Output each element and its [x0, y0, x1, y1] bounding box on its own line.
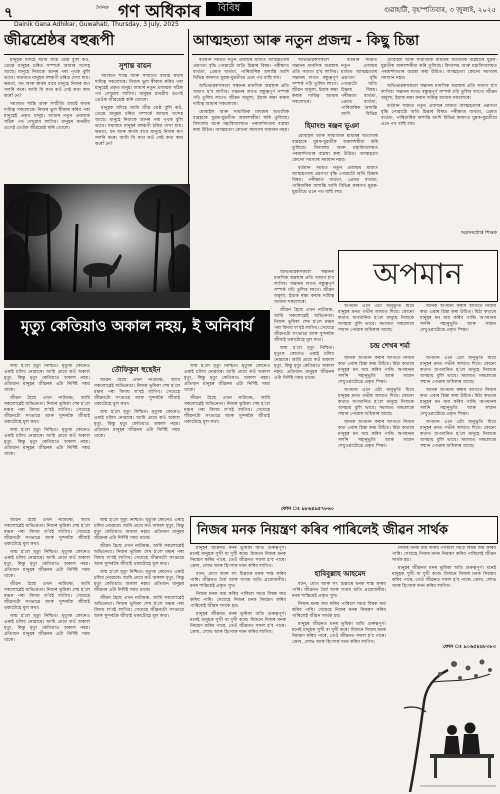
- column-divider: [188, 29, 189, 184]
- article-mind-headline-box: [190, 516, 498, 544]
- article-insult-byline: চন্দ্ৰ শেখৰ শৰ্মা: [370, 341, 410, 350]
- article-death-banner: মৃত্যু কেতিয়াও অকাল নহয়, ই অনিবাৰ্য: [4, 310, 270, 360]
- article-mind-headline: নিজৰ মনক নিয়ন্ত্ৰণ কৰিব পাৰিলেই জীৱন সাৰ্থক: [197, 523, 448, 538]
- article-suicide-col1: বৰ্তমান সময়ত নতুন প্ৰজন্মৰ মাজত আত্মহত্যাৰ প্ৰৱণতা বৃদ্ধি পোৱাটো অতি চিন্তাৰ বিষয়। পৰীক্ষাত ব্যৰ্থতা, প্ৰেমত ব্যৰ্থতা, পাৰিবাৰিক অশান্তি আদি বিভিন্ন কাৰণত যুৱক-যুৱতীয়ে এনে পথ বাছি লয়। অভিভাৱকসকলে সন্তানৰ মানসিক অৱস্থাৰ প্ৰতি সজাগ হ'ব লাগিব। সন্তানৰ লগত বন্ধুত্বপূৰ্ণ সম্পৰ্ক গঢ়ি তুলিব লাগে। জীৱন অমূল্য, ইয়াক ৰক্ষা কৰাৰ দায়িত্ব আমাৰ সকলোৰে। মোবাইল আৰু সামাজিক মাধ্যমৰ অত্যধিক ব্যৱহাৰে যুৱক-যুৱতীক অকলশৰীয়া কৰি তুলিছে। বিদ্যালয় আৰু মহাবিদ্যালয়ত পৰামৰ্শদাতাৰ ব্যৱস্থা কৰা উচিত। আত্মহত্যা কোনো সমস্যাৰ সমাধান নহয়।: [193, 58, 289, 133]
- article-jib-headline: জীৱশ্ৰেষ্ঠৰ বহুৰূপী: [4, 31, 115, 49]
- article-death-phone: ফোন ঃ ৯৮৬৪৯৫৭৮৬০: [280, 506, 334, 512]
- article-suicide-col2c: বৰ্তমান সময়ত নতুন প্ৰজন্মৰ মাজত আত্মহত্যাৰ প্ৰৱণতা বৃদ্ধি পোৱাটো অতি চিন্তাৰ বিষয়। পৰীক্ষাত ব্যৰ্থতা, প্ৰেমত ব্যৰ্থতা, পাৰিবাৰিক অশান্তি আদি বিভিন্ন: [341, 58, 377, 117]
- divider: [4, 54, 184, 55]
- article-death-col1: জন্ম হ'লে মৃত্যু নিশ্চিত। মৃত্যুক কোনেও এৰাই চলিব নোৱাৰে। আমি প্ৰায়ে কওঁ অকাল মৃত্যু, কিন্তু মৃত্যু কেতিয়াও অকাল নহয়। প্ৰতিজন মানুহৰ জীৱনৰ এটা নিৰ্দিষ্ট সময় থাকে। জীৱন হৈছে এখন নাট্যমঞ্চ, আমি সকলোৱেই অভিনেতা। নিজৰ ভূমিকা শেষ হ'লে মঞ্চৰ পৰা বিদায় ল'বই লাগিব। সেয়েহে জীৱনটো সৎভাৱে আৰু সুন্দৰকৈ জীয়াই থকাটোহে মূল কথা। জন্ম হ'লে মৃত্যু নিশ্চিত। মৃত্যুক কোনেও এৰাই চলিব নোৱাৰে। আমি প্ৰায়ে কওঁ অকাল মৃত্যু, কিন্তু মৃত্যু কেতিয়াও অকাল নহয়। প্ৰতিজন মানুহৰ জীৱনৰ এটা নিৰ্দিষ্ট সময় থাকে।: [4, 364, 90, 457]
- article-insult-col2: আনক অপমান কৰাৰ আগতে নিজৰ কথা এবাৰ চিন্তা কৰা উচিত। মিঠা কথাৰে মানুহৰ মন জয় কৰিব পাৰি। অপমানৰ সলনি সহানুভূতি আৰু সন্মান দেখুওৱাটোৱে প্ৰকৃত শিক্ষা।: [420, 304, 496, 333]
- article-mind-col2: ধ্যান, যোগ আৰু সৎ চিন্তাৰে মনক শান্ত কৰিব পাৰি। জীৱনত ধৈৰ্য আৰু সংযম অতি প্ৰয়োজনীয়। মনৰ শান্তিয়েই প্ৰকৃত সুখ। নিজৰ মনক জয় কৰিব পাৰিলে সমগ্ৰ বিশ্বক জয় কৰিব পাৰি। সেয়েহে নিজৰ মনক নিয়ন্ত্ৰণ কৰিব পাৰিলেই জীৱন সাৰ্থক হয়। মানুহৰ জীৱনত মনৰ ভূমিকা অতি গুৰুত্বপূৰ্ণ। মনেই মানুহক সুখী বা দুখী কৰে। যিজনে নিজৰ মনক নিয়ন্ত্ৰণ কৰিব পাৰে, তেওঁ জীৱনত সফল হ'ব পাৰে। ক্ৰোধ, লোভ আৰু হিংসাক দমন কৰিব লাগিব।: [292, 582, 386, 645]
- article-insult-col2b: অপমান এনে এটা অনুভূতি যিয়ে মানুহৰ মনত গভীৰ আঘাত দিয়ে। কোনো কথাত অপমানিত হ'লে মানুহে নিজকে অসহায় বুলি ভাবে। সমাজত সকলোৰে সন্মান পোৱাৰ অধিকাৰ আছে। আনক অপমান কৰাৰ আগতে নিজৰ কথা এবাৰ চিন্তা কৰা উচিত। মিঠা কথাৰে মানুহৰ মন জয় কৰিব পাৰি। অপমানৰ সলনি সহানুভূতি আৰু সন্মান দেখুওৱাটোৱে প্ৰকৃত শিক্ষা। অপমান এনে এটা অনুভূতি যিয়ে মানুহৰ মনত গভীৰ আঘাত দিয়ে। কোনো কথাত অপমানিত হ'লে মানুহে নিজকে অসহায় বুলি ভাবে। সমাজত সকলোৰে সন্মান পোৱাৰ অধিকাৰ আছে।: [420, 356, 496, 449]
- article-insult-col1: অপমান এনে এটা অনুভূতি যিয়ে মানুহৰ মনত গভীৰ আঘাত দিয়ে। কোনো কথাত অপমানিত হ'লে মানুহে নিজকে অসহায় বুলি ভাবে। সমাজত সকলোৰে সন্মান পোৱাৰ অধিকাৰ আছে।: [338, 304, 414, 333]
- article-death-col5: জীৱন হৈছে এখন নাট্যমঞ্চ, আমি সকলোৱেই অভিনেতা। নিজৰ ভূমিকা শেষ হ'লে মঞ্চৰ পৰা বিদায় ল'বই লাগিব। সেয়েহে জীৱনটো সৎভাৱে আৰু সুন্দৰকৈ জীয়াই থকাটোহে মূল কথা। জন্ম হ'লে মৃত্যু নিশ্চিত। মৃত্যুক কোনেও এৰাই চলিব নোৱাৰে। আমি প্ৰায়ে কওঁ অকাল মৃত্যু, কিন্তু মৃত্যু কেতিয়াও অকাল নহয়। প্ৰতিজন মানুহৰ জীৱনৰ এটা নিৰ্দিষ্ট সময় থাকে। জীৱন হৈছে এখন নাট্যমঞ্চ, আমি সকলোৱেই অভিনেতা। নিজৰ ভূমিকা শেষ হ'লে মঞ্চৰ পৰা বিদায় ল'বই লাগিব। সেয়েহে জীৱনটো সৎভাৱে আৰু সুন্দৰকৈ জীয়াই থকাটোহে মূল কথা। জন্ম হ'লে মৃত্যু নিশ্চিত। মৃত্যুক কোনেও এৰাই চলিব নোৱাৰে। আমি প্ৰায়ে কওঁ অকাল মৃত্যু, কিন্তু মৃত্যু কেতিয়াও অকাল নহয়। প্ৰতিজন মানুহৰ জীৱনৰ এটা নিৰ্দিষ্ট সময় থাকে।: [4, 518, 90, 643]
- forest-photo: [4, 184, 190, 308]
- forest-illustration: [4, 184, 190, 308]
- article-jib-col1: মানুহক যদিহে আমি জীৱ শ্ৰেষ্ঠ বুলি কওঁ, তেন্তে মানুহৰ চৰিত্ৰ সম্পৰ্কে আমাৰ সন্দেহ আছে। মানুহে নিজকে আনৰ পৰা পৃথক বুলি ভাবে। সমাজত মানুহৰ বহুৰূপী চৰিত্ৰ দেখা যায়। ক্ষমতা, ধন আৰু স্বাৰ্থৰ বাবে মানুহে নিজৰ ৰূপ সলনি কৰে। আমি যি কথা কওঁ সেই কথা কাম কৰোঁ নে? সমাজত শান্তি আৰু সম্প্ৰীতি বজাই ৰখাৰ দায়িত্ব সকলোৰে। নিজৰ ভুল স্বীকাৰ কৰিব পৰা মানুহেই প্ৰকৃত মানুহ। আমাৰ নতুন প্ৰজন্মক সঠিক পথ দেখুৱাব লাগিব। মানুহৰ মানৱীয় গুণেই তেওঁক জীৱশ্ৰেষ্ঠ কৰি তোলে।: [4, 58, 90, 131]
- page-number: ৭: [4, 5, 14, 21]
- article-suicide-byline: হিমাংশু ৰঞ্জন ভূঞা: [304, 121, 360, 130]
- article-insult-headline: অপমান: [373, 257, 463, 292]
- edition-info: Dainik Gana Adhikar, Guwahati, Thursday, 3 July, 2025: [14, 21, 179, 28]
- article-mind-col3: নিজৰ মনক জয় কৰিব পাৰিলে সমগ্ৰ বিশ্বক জয় কৰিব পাৰি। সেয়েহে নিজৰ মনক নিয়ন্ত্ৰণ কৰিব পাৰিলেই জীৱন সাৰ্থক হয়। মানুহৰ জীৱনত মনৰ ভূমিকা অতি গুৰুত্বপূৰ্ণ। মনেই মানুহক সুখী বা দুখী কৰে। যিজনে নিজৰ মনক নিয়ন্ত্ৰণ কৰিব পাৰে, তেওঁ জীৱনত সফল হ'ব পাৰে। ক্ৰোধ, লোভ আৰু হিংসাক দমন কৰিব লাগিব।: [392, 546, 496, 589]
- article-suicide-headline: আত্মহত্যা আৰু নতুন প্ৰজন্ম - কিছু চিন্তা: [193, 33, 420, 49]
- article-suicide-col3: মোবাইল আৰু সামাজিক মাধ্যমৰ অত্যধিক ব্যৱহাৰে যুৱক-যুৱতীক অকলশৰীয়া কৰি তুলিছে। বিদ্যালয় আৰু মহাবিদ্যালয়ত পৰামৰ্শদাতাৰ ব্যৱস্থা কৰা উচিত। আত্মহত্যা কোনো সমস্যাৰ সমাধান নহয়। অভিভাৱকসকলে সন্তানৰ মানসিক অৱস্থাৰ প্ৰতি সজাগ হ'ব লাগিব। সন্তানৰ লগত বন্ধুত্বপূৰ্ণ সম্পৰ্ক গঢ়ি তুলিব লাগে। জীৱন অমূল্য, ইয়াক ৰক্ষা কৰাৰ দায়িত্ব আমাৰ সকলোৰে। বৰ্তমান সময়ত নতুন প্ৰজন্মৰ মাজত আত্মহত্যাৰ প্ৰৱণতা বৃদ্ধি পোৱাটো অতি চিন্তাৰ বিষয়। পৰীক্ষাত ব্যৰ্থতা, প্ৰেমত ব্যৰ্থতা, পাৰিবাৰিক অশান্তি আদি বিভিন্ন কাৰণত যুৱক-যুৱতীয়ে এনে পথ বাছি লয়।: [381, 58, 497, 127]
- brand-tag: দৈনিক: [96, 5, 109, 11]
- article-suicide-col2: অভিভাৱকসকলে সন্তানৰ মানসিক অৱস্থাৰ প্ৰতি সজাগ হ'ব লাগিব। সন্তানৰ লগত বন্ধুত্বপূৰ্ণ সম্পৰ্ক গঢ়ি তুলিব লাগে। জীৱন অমূল্য, ইয়াক ৰক্ষা কৰাৰ দায়িত্ব আমাৰ সকলোৰে।: [292, 58, 338, 105]
- article-insult-title-box: [338, 250, 498, 302]
- article-death-col4: অভিভাৱকসকলে সন্তানৰ মানসিক অৱস্থাৰ প্ৰতি সজাগ হ'ব লাগিব। সন্তানৰ লগত বন্ধুত্বপূৰ্ণ সম্পৰ্ক গঢ়ি তুলিব লাগে। জীৱন অমূল্য, ইয়াক ৰক্ষা কৰাৰ দায়িত্ব আমাৰ সকলোৰে। জীৱন হৈছে এখন নাট্যমঞ্চ, আমি সকলোৱেই অভিনেতা। নিজৰ ভূমিকা শেষ হ'লে মঞ্চৰ পৰা বিদায় ল'বই লাগিব। সেয়েহে জীৱনটো সৎভাৱে আৰু সুন্দৰকৈ জীয়াই থকাটোহে মূল কথা। জন্ম হ'লে মৃত্যু নিশ্চিত। মৃত্যুক কোনেও এৰাই চলিব নোৱাৰে। আমি প্ৰায়ে কওঁ অকাল মৃত্যু, কিন্তু মৃত্যু কেতিয়াও অকাল নহয়। প্ৰতিজন মানুহৰ জীৱনৰ এটা নিৰ্দিষ্ট সময় থাকে।: [274, 270, 334, 381]
- article-mind-phone: ফোন ঃ ৯০৬৫৪৪৮৩৮৩: [442, 644, 496, 650]
- divider: [192, 54, 498, 55]
- brand-logo: গণ অধিকাৰ: [118, 2, 201, 21]
- article-insult-col1b: আনক অপমান কৰাৰ আগতে নিজৰ কথা এবাৰ চিন্তা কৰা উচিত। মিঠা কথাৰে মানুহৰ মন জয় কৰিব পাৰি। অপমানৰ সলনি সহানুভূতি আৰু সন্মান দেখুওৱাটোৱে প্ৰকৃত শিক্ষা। অপমান এনে এটা অনুভূতি যিয়ে মানুহৰ মনত গভীৰ আঘাত দিয়ে। কোনো কথাত অপমানিত হ'লে মানুহে নিজকে অসহায় বুলি ভাবে। সমাজত সকলোৰে সন্মান পোৱাৰ অধিকাৰ আছে। আনক অপমান কৰাৰ আগতে নিজৰ কথা এবাৰ চিন্তা কৰা উচিত। মিঠা কথাৰে মানুহৰ মন জয় কৰিব পাৰি। অপমানৰ সলনি সহানুভূতি আৰু সন্মান দেখুওৱাটোৱে প্ৰকৃত শিক্ষা।: [338, 356, 414, 449]
- masthead: [0, 0, 500, 21]
- article-death-byline: তৌফিকুল হুছেইন: [111, 365, 161, 374]
- couple-bench-icon: [390, 652, 498, 792]
- article-death-col3: জন্ম হ'লে মৃত্যু নিশ্চিত। মৃত্যুক কোনেও এৰাই চলিব নোৱাৰে। আমি প্ৰায়ে কওঁ অকাল মৃত্যু, কিন্তু মৃত্যু কেতিয়াও অকাল নহয়। প্ৰতিজন মানুহৰ জীৱনৰ এটা নিৰ্দিষ্ট সময় থাকে। জীৱন হৈছে এখন নাট্যমঞ্চ, আমি সকলোৱেই অভিনেতা। নিজৰ ভূমিকা শেষ হ'লে মঞ্চৰ পৰা বিদায় ল'বই লাগিব। সেয়েহে জীৱনটো সৎভাৱে আৰু সুন্দৰকৈ জীয়াই থকাটোহে মূল কথা।: [184, 364, 270, 425]
- article-suicide-col2b: মোবাইল আৰু সামাজিক মাধ্যমৰ অত্যধিক ব্যৱহাৰে যুৱক-যুৱতীক অকলশৰীয়া কৰি তুলিছে। বিদ্যালয় আৰু মহাবিদ্যালয়ত পৰামৰ্শদাতাৰ ব্যৱস্থা কৰা উচিত। আত্মহত্যা কোনো সমস্যাৰ সমাধান নহয়। বৰ্তমান সময়ত নতুন প্ৰজন্মৰ মাজত আত্মহত্যাৰ প্ৰৱণতা বৃদ্ধি পোৱাটো অতি চিন্তাৰ বিষয়। পৰীক্ষাত ব্যৰ্থতা, প্ৰেমত ব্যৰ্থতা, পাৰিবাৰিক অশান্তি আদি বিভিন্ন কাৰণত যুৱক-যুৱতীয়ে এনে পথ বাছি লয়।: [292, 134, 378, 195]
- article-mind-byline: হাবিবুল্লাহ আহমেদ: [314, 569, 366, 578]
- article-jib-col2: সমাজত শান্তি আৰু সম্প্ৰীতি বজাই ৰখাৰ দায়িত্ব সকলোৰে। নিজৰ ভুল স্বীকাৰ কৰিব পৰা মানুহেই প্ৰকৃত মানুহ। আমাৰ নতুন প্ৰজন্মক সঠিক পথ দেখুৱাব লাগিব। মানুহৰ মানৱীয় গুণেই তেওঁক জীৱশ্ৰেষ্ঠ কৰি তোলে। মানুহক যদিহে আমি জীৱ শ্ৰেষ্ঠ বুলি কওঁ, তেন্তে মানুহৰ চৰিত্ৰ সম্পৰ্কে আমাৰ সন্দেহ আছে। মানুহে নিজকে আনৰ পৰা পৃথক বুলি ভাবে। সমাজত মানুহৰ বহুৰূপী চৰিত্ৰ দেখা যায়। ক্ষমতা, ধন আৰু স্বাৰ্থৰ বাবে মানুহে নিজৰ ৰূপ সলনি কৰে। আমি যি কথা কওঁ সেই কথা কাম কৰোঁ নে?: [95, 74, 183, 147]
- bench-illustration: [390, 652, 498, 792]
- article-mind-col1: মানুহৰ জীৱনত মনৰ ভূমিকা অতি গুৰুত্বপূৰ্ণ। মনেই মানুহক সুখী বা দুখী কৰে। যিজনে নিজৰ মনক নিয়ন্ত্ৰণ কৰিব পাৰে, তেওঁ জীৱনত সফল হ'ব পাৰে। ক্ৰোধ, লোভ আৰু হিংসাক দমন কৰিব লাগিব। ধ্যান, যোগ আৰু সৎ চিন্তাৰে মনক শান্ত কৰিব পাৰি। জীৱনত ধৈৰ্য আৰু সংযম অতি প্ৰয়োজনীয়। মনৰ শান্তিয়েই প্ৰকৃত সুখ। নিজৰ মনক জয় কৰিব পাৰিলে সমগ্ৰ বিশ্বক জয় কৰিব পাৰি। সেয়েহে নিজৰ মনক নিয়ন্ত্ৰণ কৰিব পাৰিলেই জীৱন সাৰ্থক হয়। মানুহৰ জীৱনত মনৰ ভূমিকা অতি গুৰুত্বপূৰ্ণ। মনেই মানুহক সুখী বা দুখী কৰে। যিজনে নিজৰ মনক নিয়ন্ত্ৰণ কৰিব পাৰে, তেওঁ জীৱনত সফল হ'ব পাৰে। ক্ৰোধ, লোভ আৰু হিংসাক দমন কৰিব লাগিব।: [190, 546, 286, 635]
- article-suicide-author-note: অৱসৰপ্ৰাপ্ত শিক্ষক: [460, 230, 497, 236]
- date-line: গুৱাহাটী, বৃহস্পতিবাৰ, ৩ জুলাই, ২০২৫: [383, 6, 496, 14]
- section-label: বিবিধ: [206, 2, 252, 16]
- article-jib-byline: সুশান্ত বায়ন: [118, 61, 152, 70]
- article-death-col6: জন্ম হ'লে মৃত্যু নিশ্চিত। মৃত্যুক কোনেও এৰাই চলিব নোৱাৰে। আমি প্ৰায়ে কওঁ অকাল মৃত্যু, কিন্তু মৃত্যু কেতিয়াও অকাল নহয়। প্ৰতিজন মানুহৰ জীৱনৰ এটা নিৰ্দিষ্ট সময় থাকে। জীৱন হৈছে এখন নাট্যমঞ্চ, আমি সকলোৱেই অভিনেতা। নিজৰ ভূমিকা শেষ হ'লে মঞ্চৰ পৰা বিদায় ল'বই লাগিব। সেয়েহে জীৱনটো সৎভাৱে আৰু সুন্দৰকৈ জীয়াই থকাটোহে মূল কথা। জন্ম হ'লে মৃত্যু নিশ্চিত। মৃত্যুক কোনেও এৰাই চলিব নোৱাৰে। আমি প্ৰায়ে কওঁ অকাল মৃত্যু, কিন্তু মৃত্যু কেতিয়াও অকাল নহয়। প্ৰতিজন মানুহৰ জীৱনৰ এটা নিৰ্দিষ্ট সময় থাকে। জীৱন হৈছে এখন নাট্যমঞ্চ, আমি সকলোৱেই অভিনেতা। নিজৰ ভূমিকা শেষ হ'লে মঞ্চৰ পৰা বিদায় ল'বই লাগিব। সেয়েহে জীৱনটো সৎভাৱে আৰু সুন্দৰকৈ জীয়াই থকাটোহে মূল কথা।: [94, 518, 184, 619]
- article-death-col2: জীৱন হৈছে এখন নাট্যমঞ্চ, আমি সকলোৱেই অভিনেতা। নিজৰ ভূমিকা শেষ হ'লে মঞ্চৰ পৰা বিদায় ল'বই লাগিব। সেয়েহে জীৱনটো সৎভাৱে আৰু সুন্দৰকৈ জীয়াই থকাটোহে মূল কথা। জন্ম হ'লে মৃত্যু নিশ্চিত। মৃত্যুক কোনেও এৰাই চলিব নোৱাৰে। আমি প্ৰায়ে কওঁ অকাল মৃত্যু, কিন্তু মৃত্যু কেতিয়াও অকাল নহয়। প্ৰতিজন মানুহৰ জীৱনৰ এটা নিৰ্দিষ্ট সময় থাকে।: [94, 378, 180, 439]
